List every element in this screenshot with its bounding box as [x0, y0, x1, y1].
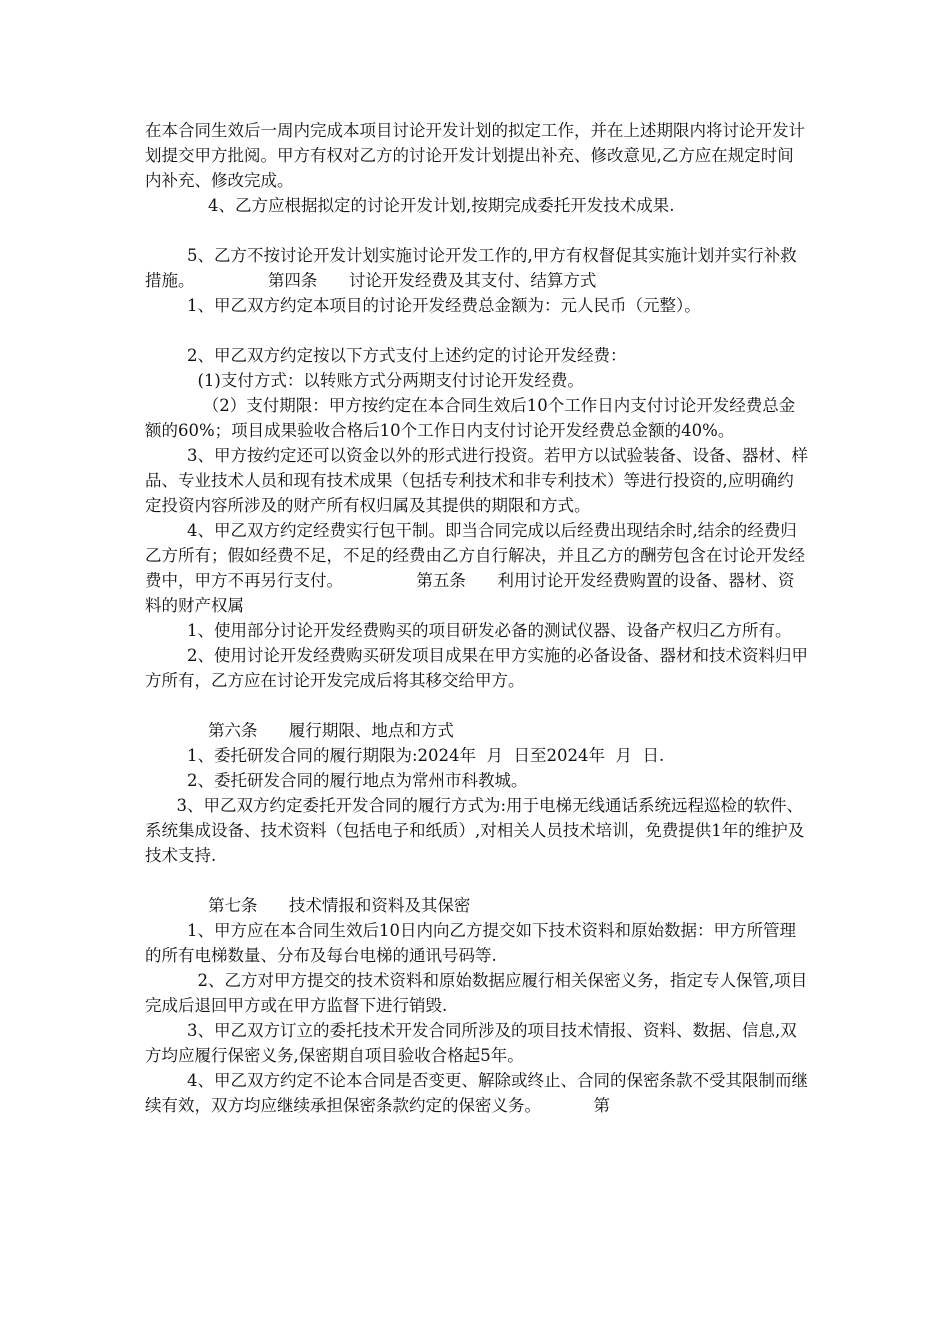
paragraph-equipment-ownership-2: 2、使用讨论开发经费购买研发项目成果在甲方实施的必备设备、器材和技术资料归甲方所有，乙方应在讨论开发完成后将其移交给甲方。: [145, 646, 808, 690]
paragraph-performance-location: 2、委托研发合同的履行地点为常州市科教城。: [145, 771, 528, 790]
paragraph-payment-period: （2）支付期限：甲方按约定在本合同生效后10个工作日内支付讨论开发经费总金额的60%；项目成果验收合格后10个工作日内支付讨论开发经费总金额的40%。: [145, 396, 796, 440]
blank-line: [145, 318, 810, 343]
article-7-heading: 第七条 技术情报和资料及其保密: [145, 896, 471, 915]
paragraph-confidentiality-period: 3、甲乙双方订立的委托技术开发合同所涉及的项目技术情报、资料、数据、信息,双方均应履行保密义务,保密期自项目验收合格起5年。: [145, 1021, 797, 1065]
article-6-heading: 第六条 履行期限、地点和方式: [145, 721, 454, 740]
paragraph-performance-period: 1、委托研发合同的履行期限为:2024年 月 日至2024年 月 日.: [145, 746, 665, 765]
paragraph-non-cash-investment: 3、甲方按约定还可以资金以外的形式进行投资。若甲方以试验装备、设备、器材、样品、专业技术人员和现有技术成果（包括专利技术和非专利技术）等进行投资的,应明确约定投资内容所涉及的财产所有权归属及其提供的期限和方式。: [145, 446, 808, 515]
paragraph-confidentiality-survival: 4、甲乙双方约定不论本合同是否变更、解除或终止、合同的保密条款不受其限制而继续有效，双方均应继续承担保密条款约定的保密义务。 第: [145, 1071, 808, 1115]
paragraph-lump-sum-article-5: 4、甲乙双方约定经费实行包干制。即当合同完成以后经费出现结余时,结余的经费归乙方所有；假如经费不足，不足的经费由乙方自行解决，并且乙方的酬劳包含在讨论开发经费中，甲方不再另行支付。 第五条 利用讨论开发经费购置的设备、器材、资料的财产权属: [145, 521, 805, 615]
paragraph-funding-total: 1、甲乙双方约定本项目的讨论开发经费总金额为：元人民币（元整）。: [145, 296, 701, 315]
paragraph-payment-method-intro: 2、甲乙双方约定按以下方式支付上述约定的讨论开发经费：: [145, 346, 627, 365]
blank-line: [145, 693, 810, 718]
paragraph-technical-materials: 1、甲方应在本合同生效后10日内向乙方提交如下技术资料和原始数据：甲方所管理的所有电梯数量、分布及每台电梯的通讯号码等.: [145, 921, 796, 965]
paragraph-equipment-ownership-1: 1、使用部分讨论开发经费购买的项目研发必备的测试仪器、设备产权归乙方所有。: [145, 621, 792, 640]
paragraph-confidential-custody: 2、乙方对甲方提交的技术资料和原始数据应履行相关保密义务，指定专人保管,项目完成后退回甲方或在甲方监督下进行销毁.: [145, 971, 808, 1015]
paragraph-payment-method: (1)支付方式：以转账方式分两期支付讨论开发经费。: [145, 371, 584, 390]
blank-line: [145, 868, 810, 893]
blank-line: [145, 218, 810, 243]
paragraph-clause-4: 4、乙方应根据拟定的讨论开发计划,按期完成委托开发技术成果.: [145, 196, 675, 215]
paragraph-clause-5-article-4: 5、乙方不按讨论开发计划实施讨论开发工作的,甲方有权督促其实施计划并实行补救措施。 第四条 讨论开发经费及其支付、结算方式: [145, 246, 797, 290]
paragraph-plan-intro: 在本合同生效后一周内完成本项目讨论开发计划的拟定工作，并在上述期限内将讨论开发计划提交甲方批阅。甲方有权对乙方的讨论开发计划提出补充、修改意见,乙方应在规定时间内补充、修改完成。: [145, 121, 805, 190]
paragraph-performance-method: 3、甲乙双方约定委托开发合同的履行方式为:用于电梯无线通话系统远程巡检的软件、系统集成设备、技术资料（包括电子和纸质）,对相关人员技术培训，免费提供1年的维护及技术支持.: [145, 796, 805, 865]
document-body: [145, 118, 810, 1118]
